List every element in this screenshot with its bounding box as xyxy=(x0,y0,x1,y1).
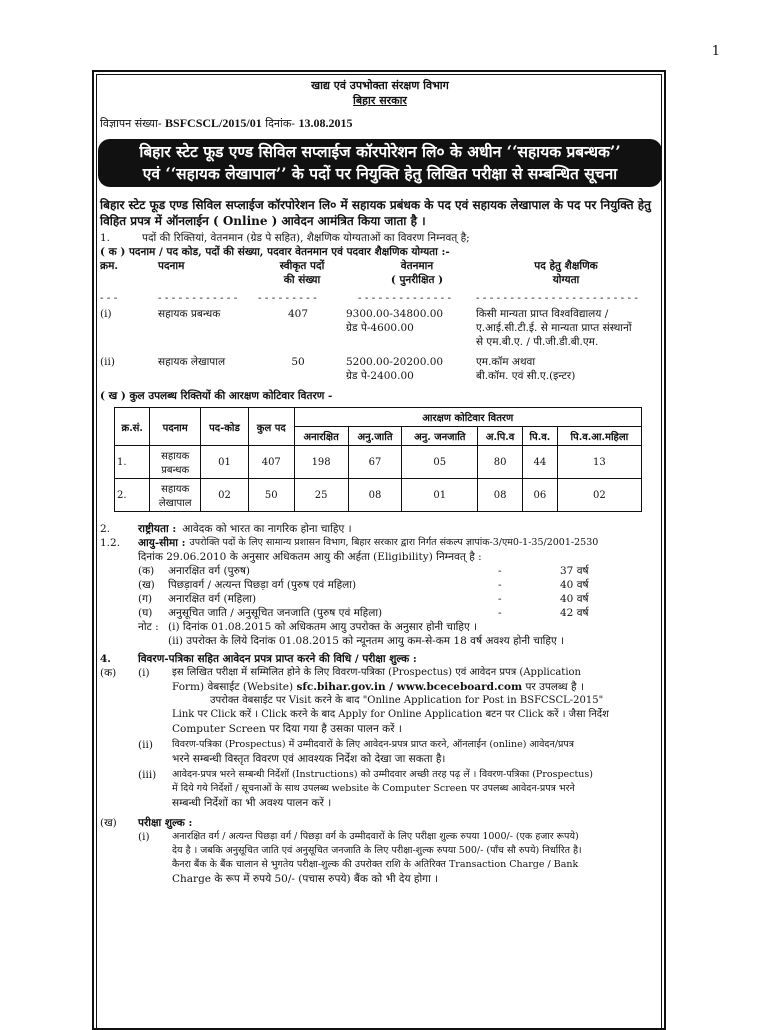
post-count: 407 xyxy=(287,308,309,320)
section-1 xyxy=(100,231,660,245)
post-pay xyxy=(328,307,466,349)
age-value: 37 वर्ष xyxy=(560,565,589,577)
dash-e: - - - - - - - - - - - - - - - - - - - - - - - - xyxy=(476,292,638,304)
dash-b: - - - - - - - - - - - - xyxy=(158,292,238,304)
section-2-label: राष्ट्रीयता : xyxy=(138,523,177,535)
col-total: कुल पद xyxy=(248,408,294,446)
qual-line: एम.कॉम अथवा xyxy=(476,356,536,368)
section-1-2 xyxy=(100,536,660,550)
age-category: अनुसूचित जाति / अनुसूचित जनजाति (पुरुष एवं महिला) xyxy=(168,607,383,619)
banner-line-2: एवं ‘‘सहायक लेखापाल’’ के पदों पर नियुक्ति हेतु लिखित परीक्षा से सम्बन्धित सूचना xyxy=(142,164,618,183)
age-key: (क) xyxy=(138,565,155,577)
cell-total: 407 xyxy=(248,446,294,479)
ii-label: (ii) xyxy=(138,739,153,751)
post-name: सहायक लेखापाल xyxy=(158,356,226,368)
section-1-sub-k: ( क ) पदनाम / पद कोड, पदों की संख्या, पदवार वेतनमान एवं पदवार शैक्षणिक योग्यता :- xyxy=(100,246,450,258)
header-count xyxy=(246,259,358,287)
cell-st: 05 xyxy=(402,446,478,479)
qual-line: से एम.बी.ए. / पी.जी.डी.बी.एम. xyxy=(476,336,599,348)
post-sn: (ii) xyxy=(100,356,115,368)
cell-post xyxy=(150,479,201,512)
post-count: 50 xyxy=(291,356,305,368)
post-grade-pay: ग्रेड पे-4600.00 xyxy=(346,322,414,334)
dash-d: - - - - - - - - - - - - - - xyxy=(358,292,452,304)
i-line-3: उपरोक्त वेबसाईट पर Visit करने के बाद "Online Application for Post in BSFCSCL-2015" xyxy=(210,695,604,706)
cell-post-1: सहायक xyxy=(161,451,190,462)
dash-c: - - - - - - - - - xyxy=(258,292,317,304)
kh-heading: परीक्षा शुल्क : xyxy=(138,817,193,829)
header-count-1: स्वीकृत पदों xyxy=(279,260,325,272)
section-1-2-text-2: दिनांक 29.06.2010 के अनुसार अधिकतम आयु की अर्हता (Eligibility) निम्नवत् है : xyxy=(138,551,482,563)
section-4-number: 4. xyxy=(100,653,111,665)
cell-ebc: 08 xyxy=(478,479,523,512)
fee-line-4: Charge के रूप में रुपये 50/- (पचास रुपये) बैंक को भी देय होगा । xyxy=(172,873,439,885)
cell-bcw: 13 xyxy=(557,446,641,479)
cell-sc: 67 xyxy=(348,446,402,479)
age-category: अनारक्षित वर्ग (पुरुष) xyxy=(168,565,251,577)
age-value: 40 वर्ष xyxy=(560,579,589,591)
age-row xyxy=(100,578,660,592)
notice-banner xyxy=(98,139,662,187)
fee-label: (i) xyxy=(138,831,150,843)
section-4-kh xyxy=(100,816,660,830)
post-sn: (i) xyxy=(100,308,112,320)
iii-line-3: सम्बन्धी निर्देशों का भी अवश्य पालन करें । xyxy=(172,797,332,809)
fee-line-3: कैनरा बैंक के बैंक चालान से भुगतेय परीक्षा-शुल्क की उपरोक्त राशि के अतिरिक्त Transaction Charge / Bank xyxy=(172,859,579,870)
fee-i xyxy=(100,830,660,844)
table-row xyxy=(115,446,642,479)
col-bcw: पि.व.आ.महिला xyxy=(557,427,641,446)
cell-bcw: 02 xyxy=(557,479,641,512)
col-st: अनु. जनजाति xyxy=(402,427,478,446)
age-row xyxy=(100,564,660,578)
age-dash: - xyxy=(498,593,502,605)
section-1-2-label: आयु-सीमा : xyxy=(138,537,186,549)
note xyxy=(100,620,660,634)
section-4-ii xyxy=(100,738,660,752)
government-title: बिहार सरकार xyxy=(353,94,407,107)
age-row xyxy=(100,606,660,620)
cell-code: 02 xyxy=(200,479,248,512)
i-line-4: Link पर Click करें । Click करने के बाद Apply for Online Application बटन पर Click करें । जैसा निर्देश xyxy=(172,709,609,720)
cell-code: 01 xyxy=(200,446,248,479)
ii-line-1: विवरण-पत्रिका (Prospectus) में उम्मीदवारों के लिए आवेदन-प्रपत्र प्राप्त करने, ऑनलाईन (online) आवेदन/प्रपत्र xyxy=(172,739,574,750)
fee-line-2: देय है । जबकि अनुसूचित जाति एवं अनुसूचित जनजाति के लिए परीक्षा-शुल्क रुपया 500/- (पाँच सौ रुपये) निर्धारित है। xyxy=(172,845,582,856)
cell-bc: 44 xyxy=(523,446,558,479)
i-line-1: इस लिखित परीक्षा में सम्मिलित होने के लिए विवरण-पत्रिका (Prospectus) एवं आवेदन प्रपत्र (Application xyxy=(172,667,581,678)
cell-gen: 198 xyxy=(294,446,348,479)
header-qual-2: योग्यता xyxy=(552,274,580,286)
i-label: (i) xyxy=(138,667,150,679)
header-pay-1: वेतनमान xyxy=(400,260,434,272)
iii-label: (iii) xyxy=(138,769,157,781)
advt-label: विज्ञापन संख्या- xyxy=(100,117,162,130)
section-4-k-i xyxy=(100,666,660,680)
age-key: (ग) xyxy=(138,593,153,605)
cell-sn: 2. xyxy=(115,479,150,512)
post-qualification xyxy=(466,307,660,349)
post-name: सहायक प्रबन्धक xyxy=(158,308,221,320)
note-label: नोट : xyxy=(138,621,159,633)
i-line-2b: पर उपलब्ध है । xyxy=(525,681,584,693)
advt-date: 13.08.2015 xyxy=(298,116,353,130)
col-group: आरक्षण कोटिवार वितरण xyxy=(294,408,641,427)
section-4 xyxy=(100,652,660,666)
post-pay-scale: 9300.00-34800.00 xyxy=(346,308,444,320)
col-sc: अनु.जाति xyxy=(348,427,402,446)
age-category: पिछड़ावर्ग / अत्यन्त पिछड़ा वर्ग (पुरुष एवं महिला) xyxy=(168,579,357,591)
kh-label: (ख) xyxy=(100,817,117,829)
cell-sc: 08 xyxy=(348,479,402,512)
notice-content xyxy=(100,76,660,886)
header-post: पदनाम xyxy=(158,260,185,272)
age-value: 40 वर्ष xyxy=(560,593,589,605)
cell-post-1: सहायक xyxy=(161,484,190,495)
post-row xyxy=(100,307,660,349)
dash-row xyxy=(100,291,660,305)
dash-a: - - - xyxy=(100,292,118,304)
post-row xyxy=(100,355,660,383)
fee-line-1: अनारक्षित वर्ग / अत्यन्त पिछड़ा वर्ग / पिछड़ा वर्ग के उम्मीदवारों के लिए परीक्षा शुल्क रुपया 1000/- (एक हजार रूपये) xyxy=(172,831,579,842)
section-4-heading: विवरण-पत्रिका सहित आवेदन प्रपत्र प्राप्त करने की विधि / परीक्षा शुल्क : xyxy=(138,653,417,665)
iii-line-1: आवेदन-प्रपत्र भरने सम्बन्धी निर्देशों (Instructions) को उम्मीदवार अच्छी तरह पढ़ लें । विवरण-पत्रिका (Prospectus) xyxy=(172,769,593,780)
section-2 xyxy=(100,522,660,536)
qual-line: बी.कॉम. एवं सी.ए.(इन्टर) xyxy=(476,370,576,382)
section-kh-heading: ( ख ) कुल उपलब्ध रिक्तियों की आरक्षण कोटिवार वितरण - xyxy=(100,390,333,402)
advertisement-line xyxy=(100,116,660,131)
age-value: 42 वर्ष xyxy=(560,607,589,619)
i-line-2a: Form) वेबसाईट (Website) xyxy=(172,681,294,693)
cell-gen: 25 xyxy=(294,479,348,512)
header-pay-2: ( पुनरीक्षित ) xyxy=(390,274,444,286)
i-line-2 xyxy=(100,680,660,694)
cell-ebc: 80 xyxy=(478,446,523,479)
col-bc: पि.व. xyxy=(523,427,558,446)
post-pay xyxy=(328,355,466,383)
age-dash: - xyxy=(498,565,502,577)
website-address: sfc.bihar.gov.in / www.bceceboard.com xyxy=(296,681,523,693)
post-qualification xyxy=(466,355,660,383)
col-gen: अनारक्षित xyxy=(294,427,348,446)
banner-line-1: बिहार स्टेट फूड एण्ड सिविल सप्लाईज कॉरपोरेशन लि० के अधीन ‘‘सहायक प्रबन्धक’’ xyxy=(139,142,621,161)
page-number: 1 xyxy=(711,44,720,59)
post-pay-scale: 5200.00-20200.00 xyxy=(346,356,444,368)
age-key: (ख) xyxy=(138,579,155,591)
cell-total: 50 xyxy=(248,479,294,512)
age-list xyxy=(100,564,660,620)
reservation-table xyxy=(114,407,642,512)
section-1-2-number: 1.2. xyxy=(100,537,121,549)
header-count-2: की संख्या xyxy=(283,274,321,286)
cell-st: 01 xyxy=(402,479,478,512)
table-row xyxy=(115,479,642,512)
age-row xyxy=(100,592,660,606)
cell-post-2: लेखापाल xyxy=(158,498,192,509)
section-1-text: पदों की रिक्तियां, वेतनमान (ग्रेड पे सहित), शैक्षणिक योग्यताओं का विवरण निम्नवत् है; xyxy=(142,232,470,244)
note-2: (ii) उपरोक्त के लिये दिनांक 01.08.2015 को न्यूनतम आयु कम-से-कम 18 वर्ष अवश्य होनी चाहिए । xyxy=(168,635,565,647)
ii-line-2: भरने सम्बन्धी विस्तृत विवरण एवं आवश्यक निर्देश को देखा जा सकता है। xyxy=(172,753,446,765)
cell-sn: 1. xyxy=(115,446,150,479)
age-dash: - xyxy=(498,607,502,619)
post-grade-pay: ग्रेड पे-2400.00 xyxy=(346,370,414,382)
age-category: अनारक्षित वर्ग (महिला) xyxy=(168,593,257,605)
posts-table-header xyxy=(100,259,660,287)
qual-line: किसी मान्यता प्राप्त विश्वविद्यालय / xyxy=(476,308,609,320)
header-qual xyxy=(476,259,656,287)
section-4-iii xyxy=(100,768,660,782)
cell-post xyxy=(150,446,201,479)
k-label: (क) xyxy=(100,667,117,679)
cell-bc: 06 xyxy=(523,479,558,512)
section-2-number: 2. xyxy=(100,523,111,535)
qual-line: ए.आई.सी.टी.ई. से मान्यता प्राप्त संस्थानों xyxy=(476,322,632,334)
section-1-number: 1. xyxy=(100,232,111,244)
col-sn: क्र.सं. xyxy=(115,408,150,446)
i-line-5: Computer Screen पर दिया गया है उसका पालन करें । xyxy=(172,723,402,735)
department-title: खाद्य एवं उपभोक्ता संरक्षण विभाग xyxy=(311,79,449,92)
header-pay xyxy=(358,259,476,287)
section-2-text: आवेदक को भारत का नागरिक होना चाहिए । xyxy=(182,523,352,535)
header-sn: क्रम. xyxy=(100,260,118,272)
age-dash: - xyxy=(498,579,502,591)
date-label: दिनांक- xyxy=(265,117,296,130)
advt-number: BSFCSCL/2015/01 xyxy=(165,116,262,130)
age-key: (घ) xyxy=(138,607,153,619)
section-1-2-text-1: उपरोक्ति पदों के लिए सामान्य प्रशासन विभाग, बिहार सरकार द्वारा निर्गत संकल्प ज्ञापांक-3/एम0-1-35/2001-2530 xyxy=(189,537,599,548)
iii-line-2: में दिये गये निर्देशों / सूचनाओं के साथ उपलब्ध website के Computer Screen पर उपलब्ध आवेदन-प्रपत्र भरने xyxy=(172,783,575,794)
intro-paragraph: बिहार स्टेट फूड एण्ड सिविल सप्लाईज कॉरपोरेशन लि० में सहायक प्रबंधक के पद एवं सहायक लेखापाल के पद पर नियुक्ति हेतु विहित प्रपत्र में ऑनलाईन ( Online ) आवेदन आमंत्रित किया जाता है । xyxy=(100,198,651,228)
cell-post-2: प्रबन्धक xyxy=(161,465,190,476)
header-qual-1: पद हेतु शैक्षणिक xyxy=(534,260,598,272)
col-ebc: अ.पि.व xyxy=(478,427,523,446)
col-post: पदनाम xyxy=(150,408,201,446)
note-1: (i) दिनांक 01.08.2015 को अधिकतम आयु उपरोक्त के अनुसार होनी चाहिए । xyxy=(168,621,478,633)
col-code: पद-कोड xyxy=(200,408,248,446)
